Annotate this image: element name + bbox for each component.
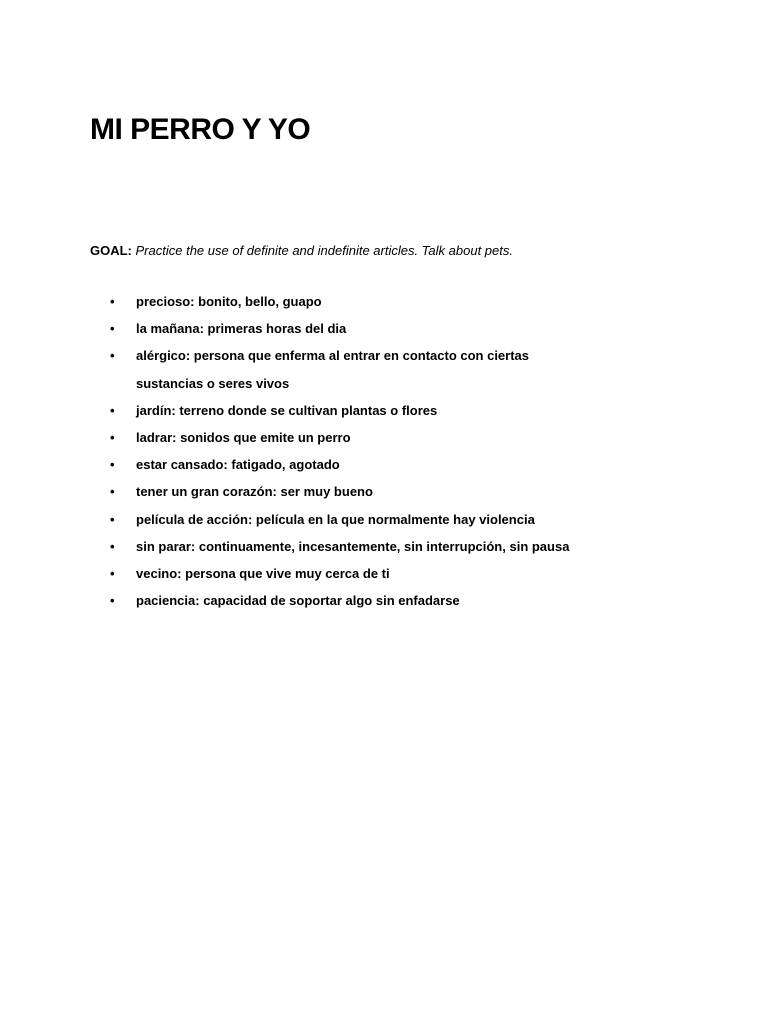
vocabulary-item	[110, 315, 710, 342]
vocabulary-entry: película de acción: película en la que normalmente hay violencia	[136, 511, 535, 527]
vocabulary-item	[110, 560, 710, 587]
bullet-icon: •	[110, 348, 115, 364]
bullet-icon: •	[110, 484, 115, 500]
document-title: MI PERRO Y YO	[90, 113, 311, 146]
vocabulary-item	[110, 587, 710, 614]
vocabulary-list	[110, 288, 710, 614]
vocabulary-item	[110, 533, 710, 560]
bullet-icon: •	[110, 566, 115, 582]
vocabulary-entry-line-2: sustancias o seres vivos	[136, 375, 290, 391]
bullet-icon: •	[110, 511, 115, 527]
vocabulary-entry: vecino: persona que vive muy cerca de ti	[136, 566, 390, 582]
goal-statement	[90, 241, 513, 261]
bullet-icon: •	[110, 593, 115, 609]
bullet-icon: •	[110, 294, 115, 309]
vocabulary-entry: precioso: bonito, bello, guapo	[136, 294, 322, 309]
vocabulary-entry-line-1: alérgico: persona que enferma al entrar en contacto con ciertas	[136, 348, 530, 364]
goal-label: GOAL:	[90, 243, 132, 258]
vocabulary-item	[110, 506, 710, 533]
vocabulary-item	[110, 424, 710, 451]
vocabulary-entry: estar cansado: fatigado, agotado	[136, 457, 340, 473]
vocabulary-entry: sin parar: continuamente, incesantemente, sin interrupción, sin pausa	[136, 538, 570, 554]
vocabulary-item	[110, 397, 710, 424]
vocabulary-item	[110, 288, 710, 315]
vocabulary-entry: ladrar: sonidos que emite un perro	[136, 430, 351, 446]
vocabulary-entry: la mañana: primeras horas del dia	[136, 321, 347, 337]
vocabulary-entry: jardín: terreno donde se cultivan plantas o flores	[136, 402, 438, 418]
vocabulary-entry: tener un gran corazón: ser muy bueno	[136, 484, 373, 500]
vocabulary-entry: paciencia: capacidad de soportar algo sin enfadarse	[136, 593, 460, 609]
goal-text: Practice the use of definite and indefinite articles. Talk about pets.	[135, 243, 513, 258]
bullet-icon: •	[110, 321, 115, 337]
bullet-icon: •	[110, 402, 115, 418]
vocabulary-item	[110, 478, 710, 505]
vocabulary-item	[110, 342, 710, 396]
vocabulary-item	[110, 451, 710, 478]
bullet-icon: •	[110, 457, 115, 473]
bullet-icon: •	[110, 538, 115, 554]
bullet-icon: •	[110, 430, 115, 446]
